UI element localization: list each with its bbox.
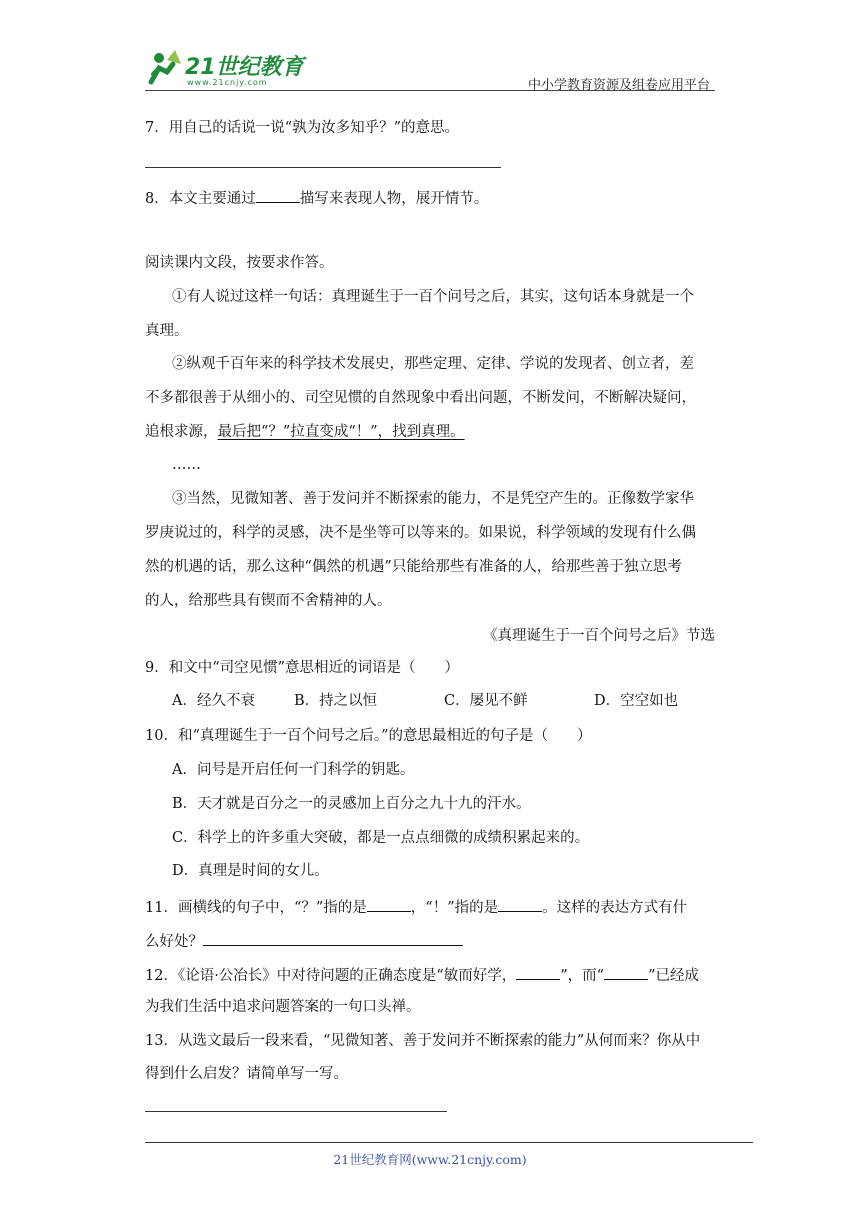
paragraph-3-line-3: 然的机遇的话，那么这种“偶然的机遇”只能给那些有准备的人，给那些善于独立思考 <box>145 559 682 575</box>
paragraph-3-line-4: 的人，给那些具有锲而不舍精神的人。 <box>145 593 392 609</box>
paragraph-3-line-1: ③当然，见微知著、善于发问并不断探索的能力，不是凭空产生的。正像数学家华 <box>172 491 694 507</box>
q11-blank-2[interactable] <box>498 895 542 912</box>
q12-blank-2[interactable] <box>604 963 648 980</box>
q9-option-c[interactable]: C．屡见不鲜 <box>444 693 528 709</box>
paragraph-3-line-2: 罗庚说过的，科学的灵感，决不是坐等可以等来的。如果说，科学领域的发现有什么偶 <box>145 525 696 541</box>
answer-line-13[interactable] <box>145 1111 447 1112</box>
ellipsis: …… <box>172 457 201 473</box>
footer-divider <box>145 1142 753 1143</box>
logo-subtext: www.21cnjy.com <box>187 78 268 87</box>
q11-text-l2: 么好处？ <box>145 934 203 950</box>
q11-blank-1[interactable] <box>367 895 411 912</box>
q9-option-b[interactable]: B．持之以恒 <box>294 693 378 709</box>
paragraph-1-line-1: ①有人说过这样一句话：真理诞生于一百个问号之后，其实，这句话本身就是一个 <box>172 289 694 305</box>
platform-name: 中小学教育资源及组卷应用平台 <box>527 78 710 93</box>
source-citation: 《真理诞生于一百个问号之后》节选 <box>483 628 715 644</box>
q10-option-a[interactable]: A．问号是开启任何一门科学的钥匙。 <box>172 762 415 778</box>
logo-text: 21世纪教育 <box>185 55 304 80</box>
question-11-line-2 <box>145 929 463 952</box>
paragraph-2-line-2: 不多都很善于从细小的、司空见惯的自然现象中看出问题，不断发问，不断解决疑问， <box>145 390 696 406</box>
q9-option-d[interactable]: D．空空如也 <box>594 693 679 709</box>
question-13-line-2: 得到什么启发？请简单写一写。 <box>145 1066 348 1082</box>
question-12 <box>145 963 699 986</box>
question-9: 9．和文中“司空见惯”意思相近的词语是（ ） <box>145 660 460 676</box>
q9-option-a[interactable]: A．经久不衰 <box>172 693 255 709</box>
q11-text-b: ，“！”指的是 <box>410 900 499 916</box>
question-11 <box>145 895 687 918</box>
q10-option-d[interactable]: D．真理是时间的女儿。 <box>172 863 329 879</box>
paragraph-2-line-1: ②纵观千百年来的科学技术发展史，那些定理、定律、学说的发现者、创立者，差 <box>172 356 694 372</box>
paragraph-2-line-3 <box>145 422 465 442</box>
header-divider <box>145 90 715 91</box>
footer-website[interactable]: 21世纪教育网(www.21cnjy.com) <box>333 1152 527 1167</box>
q9-options <box>172 691 678 711</box>
q11-answer-blank[interactable] <box>203 929 463 946</box>
answer-line-7[interactable] <box>145 167 501 168</box>
q10-option-c[interactable]: C．科学上的许多重大突破，都是一点点细微的成绩积累起来的。 <box>172 830 590 846</box>
question-8 <box>145 186 488 209</box>
question-12-line-2: 为我们生活中追求问题答案的一句口头禅。 <box>145 999 421 1015</box>
q8-text-pre: 8．本文主要通过 <box>145 191 256 207</box>
q12-text-a: 12．《论语·公冶长》中对待问题的正确态度是“敏而好学， <box>145 968 517 984</box>
q11-text-a: 11．画横线的句子中，“？”指的是 <box>145 900 367 916</box>
q8-blank[interactable] <box>256 186 300 203</box>
question-10: 10．和“真理诞生于一百个问号之后。”的意思最相近的句子是（ ） <box>145 728 592 744</box>
site-logo <box>145 44 315 92</box>
q11-text-c: 。这样的表达方式有什 <box>542 900 688 916</box>
q12-blank-1[interactable] <box>516 963 560 980</box>
question-7: 7．用自己的话说一说“孰为汝多知乎？”的意思。 <box>145 120 460 136</box>
reading-instruction: 阅读课内文段，按要求作答。 <box>145 255 334 271</box>
q10-option-b[interactable]: B．天才就是百分之一的灵感加上百分之九十九的汗水。 <box>172 796 531 812</box>
paragraph-1-line-2: 真理。 <box>145 323 189 339</box>
q12-text-c: ”已经成 <box>648 968 699 984</box>
underlined-sentence: 最后把“？”拉直变成“！”，找到真理。 <box>217 424 465 440</box>
question-13: 13．从选文最后一段来看，“见微知著、善于发问并不断探索的能力”从何而来？你从中 <box>145 1033 701 1049</box>
q12-text-b: ”，而“ <box>560 968 605 984</box>
q8-text-post: 描写来表现人物，展开情节。 <box>299 191 489 207</box>
p2-text-pre: 追根求源， <box>145 424 218 440</box>
